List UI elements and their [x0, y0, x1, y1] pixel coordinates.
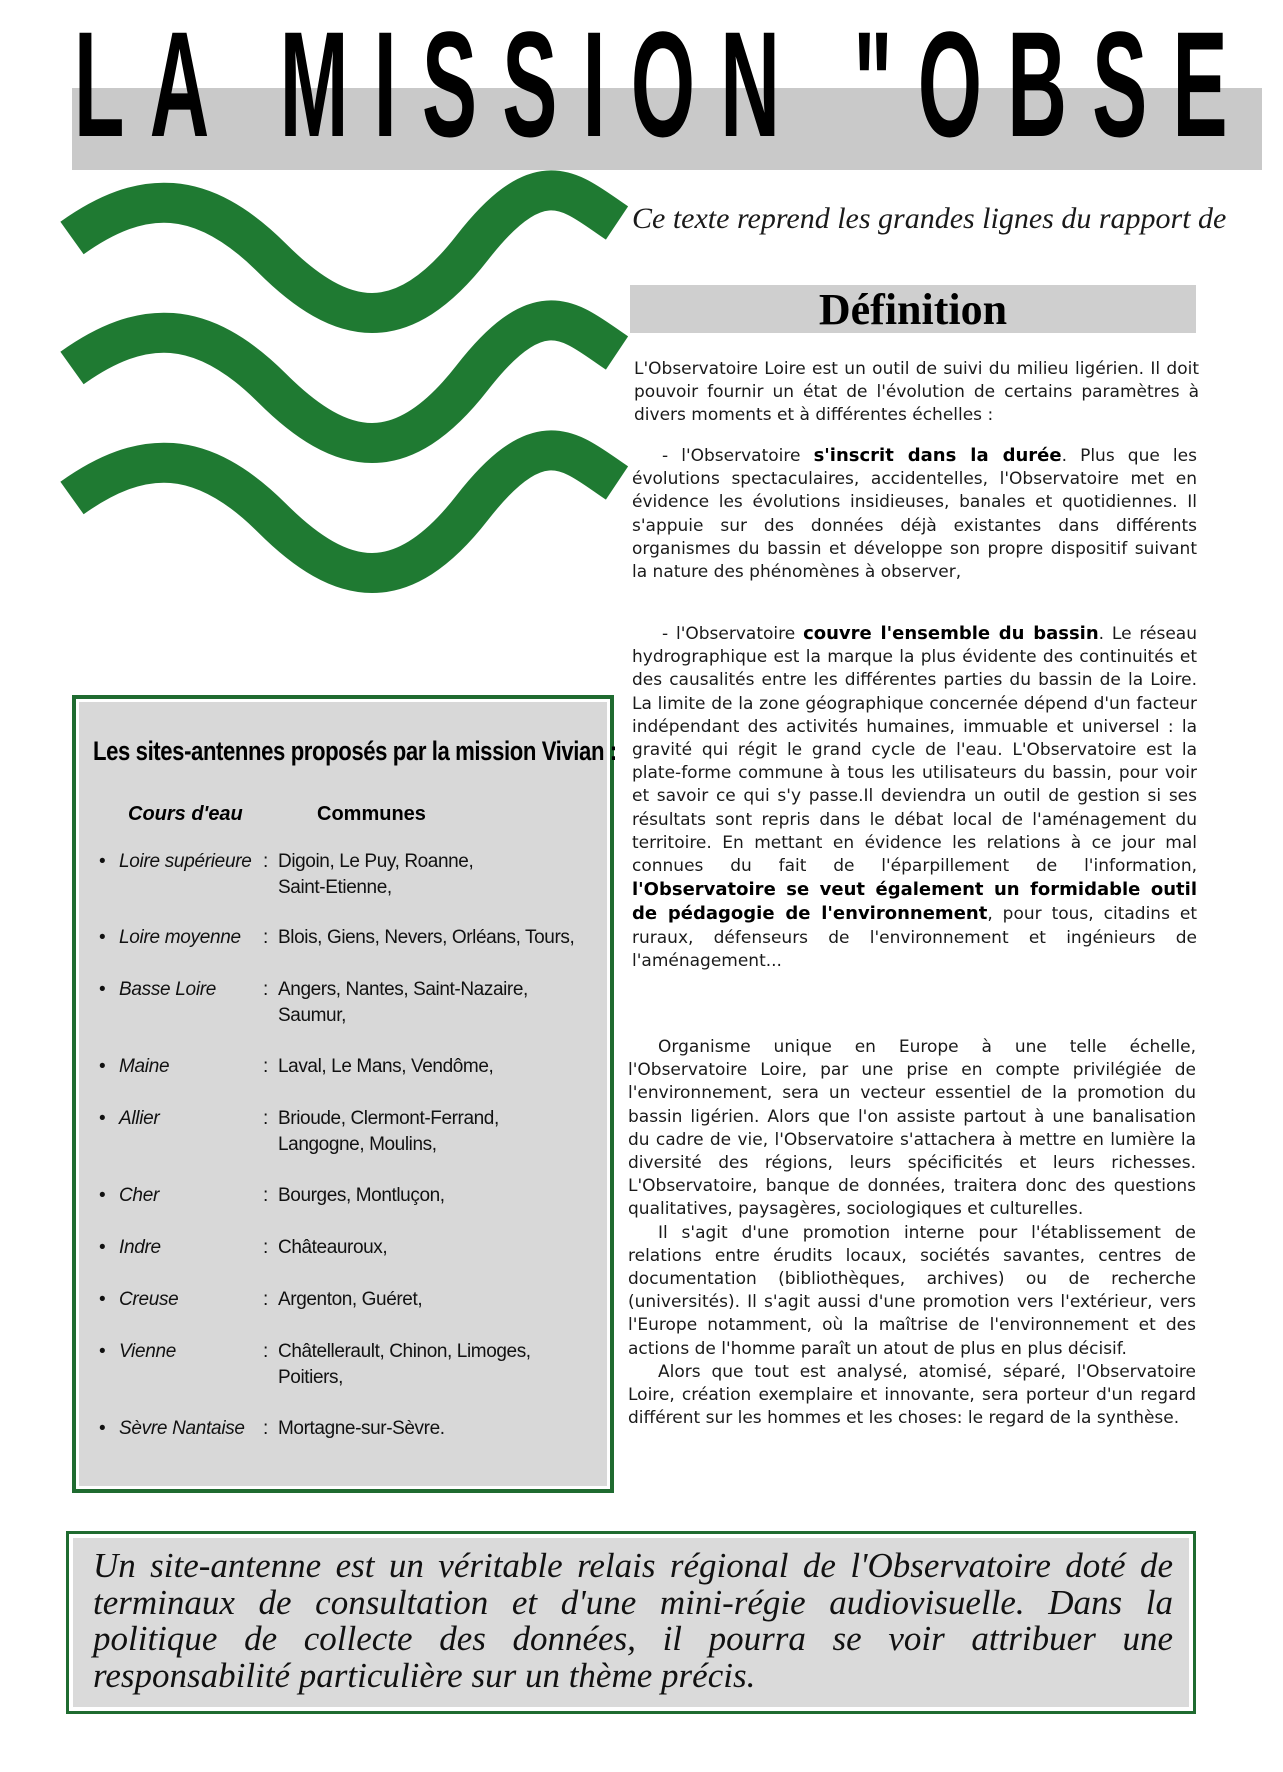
definition-paragraph — [634, 358, 1199, 428]
river-name: Basse Loire — [119, 979, 217, 1000]
sites-title: Les sites-antennes proposés par la mission Vivian : — [93, 736, 617, 766]
communes: Châtellerault, Chinon, Limoges, Poitiers, — [278, 1341, 531, 1388]
sites-antennes-panel — [79, 702, 617, 1486]
colon: : — [263, 1341, 269, 1362]
definition-heading-band — [630, 285, 1196, 333]
bullet: • — [99, 979, 106, 1000]
river-name: Sèvre Nantaise — [119, 1418, 245, 1439]
wave-2 — [72, 320, 617, 443]
communes: Mortagne-sur-Sèvre. — [278, 1418, 445, 1439]
river-name: Cher — [119, 1185, 159, 1206]
bullet: • — [99, 1185, 106, 1206]
column-header-communes: Communes — [317, 803, 426, 825]
lower-paragraph-2: Il s'agit d'une promotion interne pour l'établissement de relations entre érudits locaux, sociétés savantes, centres de documentation (bibliothèques, archives) ou de recherche (universités). Il s'agit aussi d'une promotion vers l'extérieur, vers l'Europe notamment, où la maîtrise de l'environnement et des actions de l'homme paraît un atout de plus en plus décisif. — [628, 1222, 1196, 1359]
bullet: • — [99, 1237, 106, 1258]
colon: : — [263, 979, 269, 1000]
colon: : — [263, 1056, 269, 1077]
bullet: • — [99, 1289, 106, 1310]
communes: Laval, Le Mans, Vendôme, — [278, 1056, 494, 1077]
colon: : — [263, 851, 269, 872]
definition-heading: Définition — [818, 285, 1008, 334]
bullet-1-bold: s'inscrit dans la durée — [813, 445, 1062, 466]
colon: : — [263, 1237, 269, 1258]
intro-line: Ce texte reprend les grandes lignes du rapport de — [632, 202, 1227, 235]
river-name: Loire supérieure — [119, 851, 252, 872]
bullet: • — [99, 851, 106, 872]
bullet-1-rest: . Plus que les évolutions spectaculaires, accidentelles, l'Observatoire met en évidence les évolutions insidieuses, banales et quotidiennes. Il s'appuie sur des données déjà existantes dans différents organismes du bassin et développe son propre dispositif suivant la nature des phénomènes à observer, — [632, 446, 1197, 583]
wave-3 — [72, 450, 617, 573]
communes: Châteauroux, — [278, 1237, 388, 1258]
wave-1 — [72, 190, 617, 313]
wave-logo — [72, 198, 617, 588]
bullet-2-rest-2: , pour tous, citadins et ruraux, défenseurs de l'environnement et ingénieurs de l'aménagement... — [632, 904, 1197, 971]
lower-paragraph-3: Alors que tout est analysé, atomisé, séparé, l'Observatoire Loire, création exemplaire et innovante, sera porteur d'un regard différent sur les hommes et les choses: le regard de la synthèse. — [628, 1361, 1196, 1429]
bullet-2-bold: couvre l'ensemble du bassin — [803, 623, 1099, 644]
communes: Angers, Nantes, Saint-Nazaire, Saumur, — [278, 979, 528, 1026]
sites-antennes-box — [72, 695, 617, 1493]
bullet: • — [99, 1418, 106, 1439]
river-name: Indre — [119, 1237, 161, 1258]
river-name: Creuse — [119, 1289, 179, 1310]
lower-paragraph-1: Organisme unique en Europe à une telle échelle, l'Observatoire Loire, par une prise en compte privilégiée de l'environnement, sera un vecteur essentiel de la promotion du bassin ligérien. Alors que l'on assiste partout à une banalisation du cadre de vie, l'Observatoire s'attachera à mettre en lumière la diversité des régions, leurs spécificités et leurs richesses. L'Observatoire, banque de données, traitera donc des questions qualitatives, paysagères, sociologiques et culturelles. — [628, 1037, 1196, 1220]
colon: : — [263, 1418, 269, 1439]
colon: : — [263, 1289, 269, 1310]
colon: : — [263, 1185, 269, 1206]
definition-bullet-1 — [632, 444, 1197, 584]
definition-text: L'Observatoire Loire est un outil de suivi du milieu ligérien. Il doit pouvoir fournir un état de l'évolution de certains paramètres à divers moments et à différentes échelles : — [634, 359, 1199, 426]
quote-text: Un site-antenne est un véritable relais régional de l'Observatoire doté de terminaux de consultation et d'une mini-régie audiovisuelle. Dans la politique de collecte des données, il pourra se voir attribuer une responsabilité particulière sur un thème précis. — [93, 1546, 1173, 1695]
river-name: Maine — [119, 1056, 170, 1077]
column-header-rivers: Cours d'eau — [128, 803, 243, 825]
bullet: • — [99, 927, 106, 948]
colon: : — [263, 927, 269, 948]
bullet-2-lead: - l'Observatoire — [662, 624, 804, 644]
definition-bullet-2 — [632, 622, 1197, 973]
communes: Argenton, Guéret, — [278, 1289, 423, 1310]
bullet: • — [99, 1056, 106, 1077]
colon: : — [263, 1108, 269, 1129]
quote-box — [66, 1531, 1196, 1714]
communes: Brioude, Clermont-Ferrand, Langogne, Moulins, — [278, 1108, 499, 1155]
communes: Digoin, Le Puy, Roanne, Saint-Etienne, — [278, 851, 474, 898]
quote-panel — [73, 1538, 1189, 1707]
page-title: LA MISSION "OBSE — [74, 0, 1253, 168]
bullet-1-lead: - l'Observatoire — [662, 446, 814, 466]
bullet-2-rest: . Le réseau hydrographique est la marque la plus évidente des continuités et des causalités entre les différentes parties du bassin de la Loire. La limite de la zone géographique concernée dépend d'un facteur indépendant des activités humaines, immuable et universel : la gravité qui régit le grand cycle de l'eau. L'Observatoire est la plate-forme commune à tous les utilisateurs du bassin, pour voir et savoir ce qui s'y passe.Il deviendra un outil de gestion si ses résultats sont repris dans le débat local de l'aménagement du territoire. En mettant en évidence les relations à ce jour mal connues du fait de l'éparpillement de l'information, — [632, 624, 1197, 877]
bullet: • — [99, 1108, 106, 1129]
river-name: Allier — [119, 1108, 160, 1129]
bullet-2-bold-2: l'Observatoire se veut également un formidable outil de pédagogie de l'environnement — [632, 879, 1197, 925]
river-name: Vienne — [119, 1341, 177, 1362]
bullet: • — [99, 1341, 106, 1362]
communes: Bourges, Montluçon, — [278, 1185, 445, 1206]
communes: Blois, Giens, Nevers, Orléans, Tours, — [278, 927, 575, 948]
lower-text — [628, 1036, 1196, 1430]
river-name: Loire moyenne — [119, 927, 241, 948]
